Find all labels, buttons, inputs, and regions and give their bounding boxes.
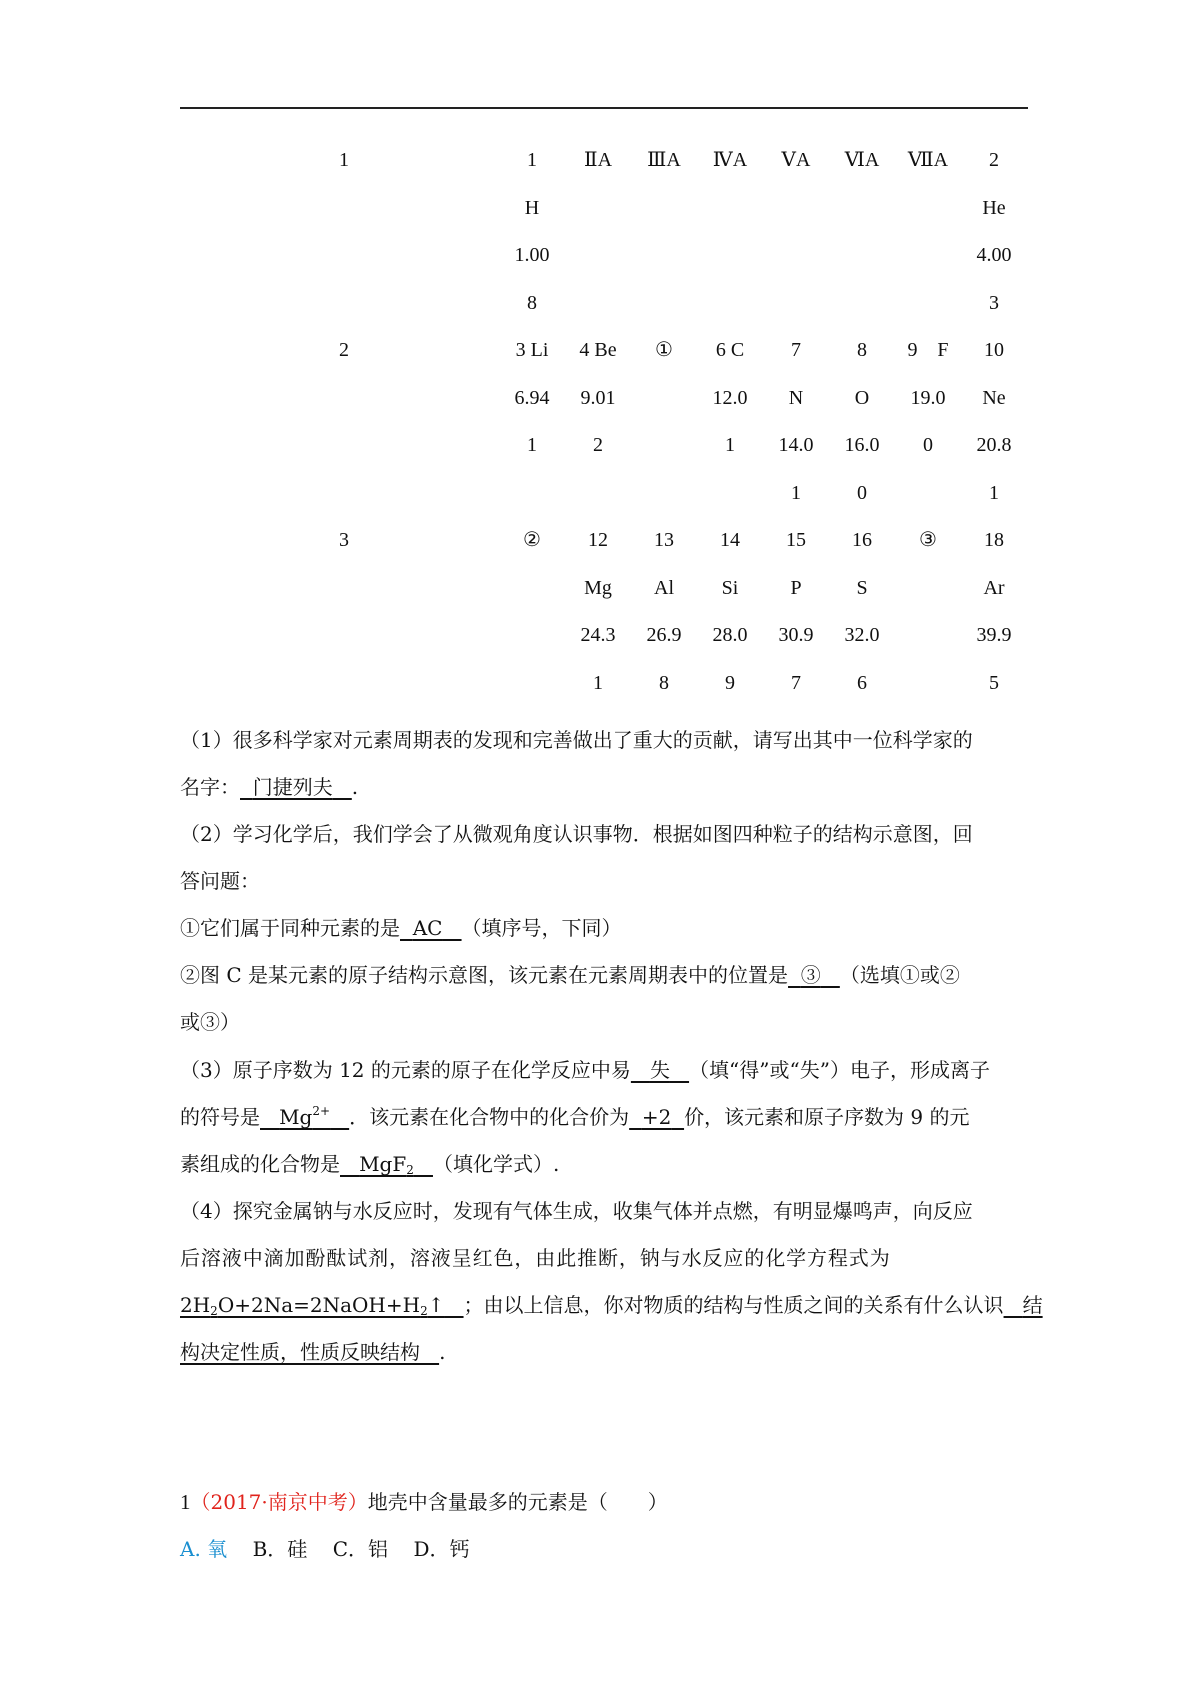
table-cell: ③ xyxy=(919,529,937,551)
table-cell: 19.0 xyxy=(910,386,946,409)
table-row xyxy=(310,575,1027,623)
table-row xyxy=(310,290,1027,338)
period-cell xyxy=(310,575,499,623)
table-cell: He xyxy=(982,196,1006,219)
q3-answer-1: 失 xyxy=(649,1058,670,1082)
table-cell: 1 xyxy=(527,434,537,456)
q3-ion-answer: $Mg^{2+}$ xyxy=(279,1104,331,1129)
table-cell: 32.0 xyxy=(844,624,880,646)
period-number: 1 xyxy=(339,149,349,171)
table-row xyxy=(310,670,1027,718)
table-cell xyxy=(895,670,961,718)
table-cell: 7 xyxy=(791,339,801,361)
question-1 xyxy=(180,717,1028,811)
table-cell: P xyxy=(790,576,802,599)
option-b: B．硅 xyxy=(252,1537,308,1561)
table-row xyxy=(310,432,1027,480)
q2-a-answer: AC xyxy=(412,916,443,940)
table-cell xyxy=(631,432,697,480)
table-cell: 8 xyxy=(857,339,867,361)
table-cell: 1 xyxy=(527,149,537,171)
table-cell: Al xyxy=(654,576,674,599)
table-cell: Mg xyxy=(584,576,612,599)
period-number: 2 xyxy=(339,339,349,361)
header-rule xyxy=(180,107,1028,109)
table-cell: 2 xyxy=(989,149,999,171)
table-cell xyxy=(895,622,961,670)
table-cell xyxy=(895,480,961,528)
table-cell: ② xyxy=(523,529,541,551)
table-cell: Ne xyxy=(982,386,1006,409)
table-cell: 0 xyxy=(857,481,867,504)
table-cell: H xyxy=(524,196,540,219)
period-cell xyxy=(310,527,499,575)
table-cell xyxy=(565,290,631,338)
table-cell: 14.0 xyxy=(778,434,814,456)
table-cell xyxy=(499,670,565,718)
exercise-question: 1（2017·南京中考）地壳中含量最多的元素是（ ） xyxy=(180,1490,668,1514)
table-cell xyxy=(763,242,829,290)
period-cell xyxy=(310,290,499,338)
table-cell: 16.0 xyxy=(844,434,880,456)
q4-equation-answer: $2H_2O+2Na=2NaOH+H_2↑$ xyxy=(180,1293,445,1318)
table-cell: 13 xyxy=(654,529,674,551)
option-a: A. 氧 xyxy=(180,1537,228,1561)
table-cell xyxy=(631,195,697,243)
table-cell xyxy=(697,195,763,243)
table-cell: ⅡA xyxy=(583,149,613,171)
table-cell xyxy=(895,195,961,243)
table-cell xyxy=(763,195,829,243)
q2-line1: （2）学习化学后，我们学会了从微观角度认识事物．根据如图四种粒子的结构示意图，回 xyxy=(180,822,973,846)
table-cell: 15 xyxy=(786,529,806,551)
period-number: 3 xyxy=(339,529,349,551)
table-cell: 18 xyxy=(984,529,1004,551)
option-d: D．钙 xyxy=(413,1537,470,1561)
exercise-1 xyxy=(180,1479,1028,1573)
table-cell: ⅥA xyxy=(844,149,880,171)
table-cell xyxy=(631,242,697,290)
table-cell xyxy=(499,622,565,670)
table-cell: 7 xyxy=(791,671,801,694)
period-cell xyxy=(310,337,499,385)
table-cell: N xyxy=(788,386,804,409)
table-cell: 2 xyxy=(593,434,603,456)
table-cell xyxy=(631,385,697,433)
table-cell: 26.9 xyxy=(646,624,682,646)
period-cell xyxy=(310,622,499,670)
table-cell: Ar xyxy=(983,576,1005,599)
table-cell: S xyxy=(856,576,868,599)
table-cell: 1 xyxy=(989,481,999,504)
q2-b-answer: ③ xyxy=(800,963,821,987)
table-cell: 12.0 xyxy=(712,386,748,409)
table-cell: 3 xyxy=(989,291,999,314)
q3-formula-answer: MgF$_2$ xyxy=(359,1152,414,1177)
exercise-source: （2017·南京中考） xyxy=(190,1490,368,1514)
q3-line3: 素组成的化合物是 MgF$_2$ （填化学式）. xyxy=(180,1152,560,1177)
table-row xyxy=(310,147,1027,195)
table-cell xyxy=(829,242,895,290)
table-cell: 6.94 xyxy=(514,386,550,409)
q4-line3: $2H_2O+2Na=2NaOH+H_2↑$ ；由以上信息，你对物质的结构与性质之间的关系有什么认识 结 xyxy=(180,1282,1028,1329)
table-row xyxy=(310,622,1027,670)
table-cell: O xyxy=(854,386,870,409)
q4-line2: 后溶液中滴加酚酞试剂，溶液呈红色，由此推断，钠与水反应的化学方程式为 xyxy=(180,1246,891,1270)
table-cell: Si xyxy=(721,576,739,599)
q4-relation-answer-start: 结 xyxy=(1022,1293,1043,1317)
table-cell: 4.00 xyxy=(976,244,1012,266)
table-cell xyxy=(697,480,763,528)
table-cell: 1 xyxy=(725,434,735,456)
table-cell: 14 xyxy=(720,529,740,551)
table-cell: 1 xyxy=(791,481,801,504)
table-cell xyxy=(763,290,829,338)
table-cell: 4 Be xyxy=(579,339,617,361)
table-cell xyxy=(829,290,895,338)
table-cell: ⅢA xyxy=(647,149,681,171)
period-cell xyxy=(310,147,499,195)
table-cell xyxy=(829,195,895,243)
question-4 xyxy=(180,1188,1043,1376)
table-cell: 8 xyxy=(659,671,669,694)
table-cell: 6 xyxy=(857,671,867,694)
question-2 xyxy=(180,811,1028,1046)
q1-answer: 门捷列夫 xyxy=(252,775,333,799)
table-cell xyxy=(499,480,565,528)
table-cell xyxy=(895,290,961,338)
table-cell xyxy=(631,290,697,338)
table-cell: 3 Li xyxy=(515,339,549,361)
table-row xyxy=(310,195,1027,243)
table-cell: 16 xyxy=(852,529,872,551)
table-cell xyxy=(895,242,961,290)
q1-line1: （1）很多科学家对元素周期表的发现和完善做出了重大的贡献，请写出其中一位科学家的 xyxy=(180,728,973,752)
table-cell: 39.9 xyxy=(976,624,1012,646)
question-3 xyxy=(180,1047,1028,1188)
table-cell: 10 xyxy=(984,339,1004,361)
table-row xyxy=(310,337,1027,385)
period-cell xyxy=(310,385,499,433)
table-row xyxy=(310,527,1027,575)
period-cell xyxy=(310,242,499,290)
q3-line1: （3）原子序数为 12 的元素的原子在化学反应中易 失 （填“得”或“失”）电子，形成离子 xyxy=(180,1058,990,1082)
q2-part-a: ①它们属于同种元素的是 AC （填序号，下同） xyxy=(180,916,622,940)
table-row xyxy=(310,385,1027,433)
option-c: C．铝 xyxy=(332,1537,389,1561)
table-cell: 9.01 xyxy=(580,386,616,409)
q3-valence-answer: +2 xyxy=(641,1105,672,1129)
q4-relation-answer-end: 构决定性质，性质反映结构 xyxy=(180,1340,420,1364)
q2-line2: 答问题： xyxy=(180,869,260,893)
table-cell xyxy=(895,575,961,623)
table-cell xyxy=(565,480,631,528)
period-cell xyxy=(310,432,499,480)
table-cell: ① xyxy=(655,339,673,361)
q1-line2: 名字： 门捷列夫 . xyxy=(180,775,359,799)
period-cell xyxy=(310,480,499,528)
q2-part-b: ②图 C 是某元素的原子结构示意图，该元素在元素周期表中的位置是 ③ （选填①或② xyxy=(180,963,960,987)
table-row xyxy=(310,480,1027,528)
table-cell xyxy=(565,195,631,243)
table-cell: 30.9 xyxy=(778,624,814,646)
table-cell xyxy=(697,242,763,290)
table-cell: 28.0 xyxy=(712,624,748,646)
q4-line4: 构决定性质，性质反映结构 . xyxy=(180,1340,446,1364)
q4-line1: （4）探究金属钠与水反应时，发现有气体生成，收集气体并点燃，有明显爆鸣声，向反应 xyxy=(180,1199,973,1223)
table-cell: 9 xyxy=(725,671,735,694)
period-cell xyxy=(310,195,499,243)
table-cell: 6 C xyxy=(715,339,745,361)
table-cell: ⅦA xyxy=(907,149,949,171)
periodic-table xyxy=(310,147,1027,717)
table-cell: ⅣA xyxy=(712,149,748,171)
q3-line2: 的符号是 $Mg^{2+}$ ．该元素在化合物中的化合价为 +2 价，该元素和原子序数为 9 的元 xyxy=(180,1104,970,1129)
table-cell: 1 xyxy=(593,671,603,694)
table-cell xyxy=(697,290,763,338)
table-row xyxy=(310,242,1027,290)
table-cell: 12 xyxy=(588,529,608,551)
exercise-options xyxy=(180,1526,1028,1573)
table-cell: 1.00 xyxy=(514,244,550,266)
table-cell: 9 F xyxy=(907,339,949,361)
table-cell: 24.3 xyxy=(580,624,616,646)
table-cell: 20.8 xyxy=(976,434,1012,456)
table-cell: 0 xyxy=(923,434,933,456)
period-cell xyxy=(310,670,499,718)
table-cell: 8 xyxy=(527,291,537,314)
table-cell: ⅤA xyxy=(781,149,811,171)
table-cell xyxy=(631,480,697,528)
table-cell xyxy=(565,242,631,290)
table-cell xyxy=(499,575,565,623)
q2-part-b-line2: 或③） xyxy=(180,1010,240,1034)
table-cell: 5 xyxy=(989,671,999,694)
